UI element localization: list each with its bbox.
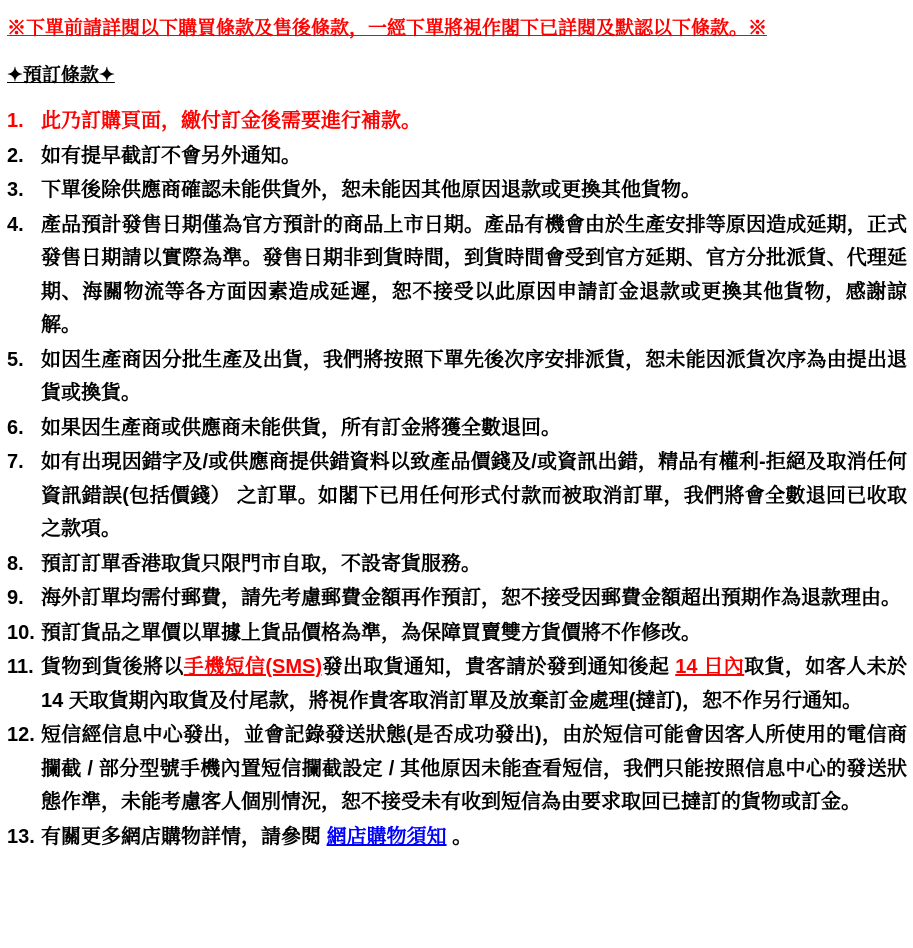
term-text [41, 344, 907, 411]
term-item-10 [7, 617, 907, 651]
term-text-segment: 發出取貨通知，貴客請於發到通知後起 [322, 656, 676, 679]
term-number: 13. [7, 825, 35, 848]
term-item-4 [7, 209, 907, 343]
term-text [41, 651, 907, 718]
term-text [41, 174, 907, 208]
term-item-12 [7, 719, 907, 820]
term-item-5 [7, 344, 907, 411]
term-number: 9. [7, 587, 24, 610]
term-text [41, 582, 907, 616]
term-item-13 [7, 821, 907, 855]
sms-notice-emphasis: 手機短信(SMS) [183, 656, 323, 679]
term-number: 12. [7, 724, 35, 747]
term-number: 2. [7, 144, 24, 167]
term-text [41, 209, 907, 343]
term-item-6 [7, 412, 907, 446]
term-text-segment: 預訂訂單香港取貨只限門市自取，不設寄貨服務。 [41, 552, 481, 575]
term-item-2 [7, 140, 907, 174]
term-text-segment: 如果因生產商或供應商未能供貨，所有訂金將獲全數退回。 [41, 416, 561, 439]
preorder-terms-section-title: ✦預訂條款✦ [7, 64, 115, 86]
term-number: 4. [7, 213, 24, 236]
store-shopping-guide-link[interactable]: 網店購物須知 [326, 825, 447, 848]
term-item-1 [7, 105, 907, 139]
term-text-segment: 海外訂單均需付郵費，請先考慮郵費金額再作預訂，恕不接受因郵費金額超出預期作為退款理由。 [41, 587, 901, 610]
term-text-segment: 短信經信息中心發出，並會記錄發送狀態(是否成功發出)，由於短信可能會因客人所使用的電信商攔截 / 部分型號手機內置短信攔截設定 / 其他原因未能查看短信，我們只能按照信息中心的發送狀態作準，未能考慮客人個別情況，恕不接受未有收到短信為由要求取回已撻訂的貨物或訂金。 [41, 724, 907, 814]
term-text-segment: 。 [446, 825, 473, 848]
term-text-segment: 此乃訂購頁面，繳付訂金後需要進行補款。 [41, 110, 421, 133]
terms-list [7, 105, 907, 854]
term-number: 8. [7, 552, 24, 575]
term-text [41, 548, 907, 582]
term-text-segment: 有關更多網店購物詳情，請參閱 [41, 825, 327, 848]
term-text-segment: 如有出現因錯字及/或供應商提供錯資料以致產品價錢及/或資訊出錯，精品有權利-拒絕及取消任何資訊錯誤(包括價錢） 之訂單。如閣下已用任何形式付款而被取消訂單，我們將會全數退回已收取之款項。 [41, 451, 907, 541]
term-number: 7. [7, 451, 24, 474]
term-number: 3. [7, 179, 24, 202]
term-item-8 [7, 548, 907, 582]
term-text [41, 821, 907, 855]
term-item-9 [7, 582, 907, 616]
term-text [41, 446, 907, 547]
term-item-3 [7, 174, 907, 208]
purchase-terms-notice: ※下單前請詳閱以下購買條款及售後條款，一經下單將視作閣下已詳閱及默認以下條款。※ [7, 18, 768, 39]
term-number: 11. [7, 656, 34, 679]
term-text-segment: 下單後除供應商確認未能供貨外，恕未能因其他原因退款或更換其他貨物。 [41, 179, 701, 202]
term-text [41, 140, 907, 174]
term-number: 6. [7, 416, 24, 439]
term-text-segment: 預訂貨品之單價以單據上貨品價格為準，為保障買賣雙方貨價將不作修改。 [41, 621, 701, 644]
term-item-11 [7, 651, 907, 718]
term-number: 5. [7, 348, 24, 371]
term-item-7 [7, 446, 907, 547]
pickup-deadline-emphasis: 14 日內 [675, 656, 745, 679]
term-text-segment: 取貨，如客人未於 14 天取貨期內取貨及付尾款，將視作貴客取消訂單及放棄訂金處理(撻訂)，恕不作另行通知。 [41, 656, 907, 712]
term-text [41, 105, 907, 139]
term-text [41, 617, 907, 651]
term-text-segment: 如因生產商因分批生產及出貨，我們將按照下單先後次序安排派貨，恕未能因派貨次序為由提出退貨或換貨。 [41, 348, 907, 405]
term-text-segment: 如有提早截訂不會另外通知。 [41, 144, 301, 167]
term-text [41, 719, 907, 820]
term-text-segment: 貨物到貨後將以 [41, 656, 184, 679]
term-number: 10. [7, 621, 35, 644]
term-text-segment: 產品預計發售日期僅為官方預計的商品上市日期。產品有機會由於生產安排等原因造成延期，正式發售日期請以實際為準。發售日期非到貨時間，到貨時間會受到官方延期、官方分批派貨、代理延期、海關物流等各方面因素造成延遲，恕不接受以此原因申請訂金退款或更換其他貨物，感謝諒解。 [41, 213, 907, 337]
term-number: 1. [7, 110, 24, 133]
term-text [41, 412, 907, 446]
